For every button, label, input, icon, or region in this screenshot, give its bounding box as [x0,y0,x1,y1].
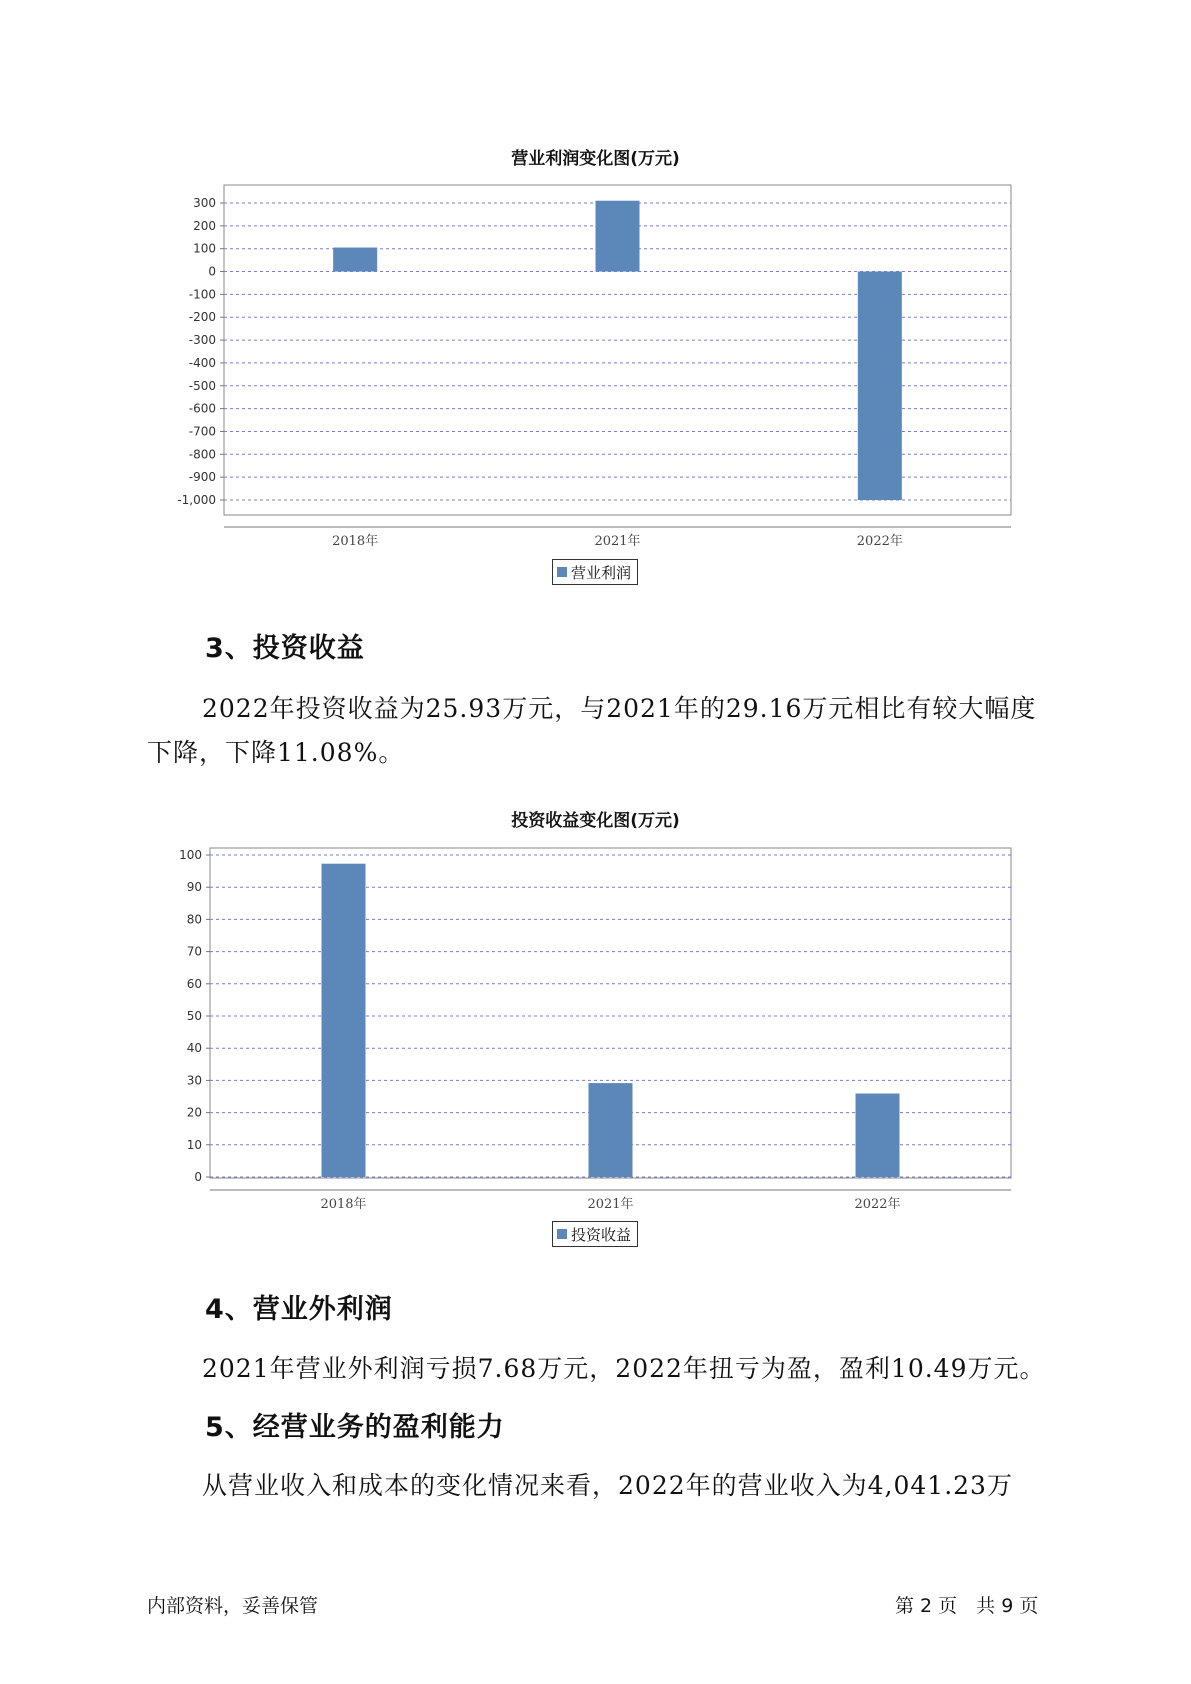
legend-label: 营业利润 [571,563,632,582]
y-tick-label: 30 [186,1073,202,1088]
operating-profit-chart-title: 营业利润变化图(万元) [511,149,680,169]
x-tick-label: 2018年 [332,534,379,549]
y-tick-label: -800 [188,447,216,462]
y-tick-label: 0 [208,264,216,279]
y-tick-label: 100 [179,848,202,862]
x-tick-label: 2021年 [594,534,641,549]
y-tick-label: 90 [186,880,202,895]
footer-confidential-note: 内部资料，妥善保管 [147,1595,319,1617]
y-tick-label: 300 [193,196,216,210]
y-tick-label: -300 [188,333,216,348]
bar [322,864,366,1177]
x-tick-label: 2021年 [587,1197,634,1212]
y-tick-label: -400 [188,355,216,370]
y-tick-label: 20 [186,1105,202,1120]
footer-page-number: 第 2 页 共 9 页 [895,1595,1039,1617]
investment-income-chart-title: 投资收益变化图(万元) [511,811,680,831]
bar [856,1094,900,1177]
x-tick-label: 2018年 [320,1197,367,1212]
y-tick-label: 40 [186,1041,202,1056]
legend-swatch [557,1229,567,1239]
y-tick-label: 100 [193,241,216,256]
y-tick-label: 10 [186,1137,202,1152]
section-5-heading: 5、经营业务的盈利能力 [205,1412,505,1443]
y-tick-label: 80 [186,912,202,927]
legend-label: 投资收益 [571,1225,632,1244]
y-tick-label: 60 [186,976,202,991]
y-tick-label: -900 [188,470,216,485]
section-3-paragraph-line-1: 2022年投资收益为25.93万元，与2021年的29.16万元相比有较大幅度 [202,694,1037,723]
bar [589,1083,633,1177]
section-3-paragraph-line-2: 下降，下降11.08%。 [147,738,405,767]
y-tick-label: 0 [194,1170,202,1184]
y-tick-label: 50 [186,1009,202,1023]
y-tick-label: -500 [188,378,216,393]
y-tick-label: -1,000 [177,493,216,507]
y-tick-label: 200 [193,218,216,233]
y-tick-label: -600 [188,401,216,416]
y-tick-label: -200 [188,310,216,325]
investment-income-legend [552,1221,638,1247]
section-4-heading: 4、营业外利润 [205,1294,393,1325]
section-4-paragraph: 2021年营业外利润亏损7.68万元，2022年扭亏为盈，盈利10.49万元。 [202,1354,1046,1383]
y-tick-label: -100 [188,287,216,302]
y-tick-label: -700 [188,424,216,439]
x-tick-label: 2022年 [854,1197,901,1212]
section-5-paragraph: 从营业收入和成本的变化情况来看，2022年的营业收入为4,041.23万 [202,1471,1013,1500]
section-3-heading: 3、投资收益 [205,633,365,664]
y-tick-label: 70 [186,944,202,959]
x-tick-label: 2022年 [856,534,903,549]
